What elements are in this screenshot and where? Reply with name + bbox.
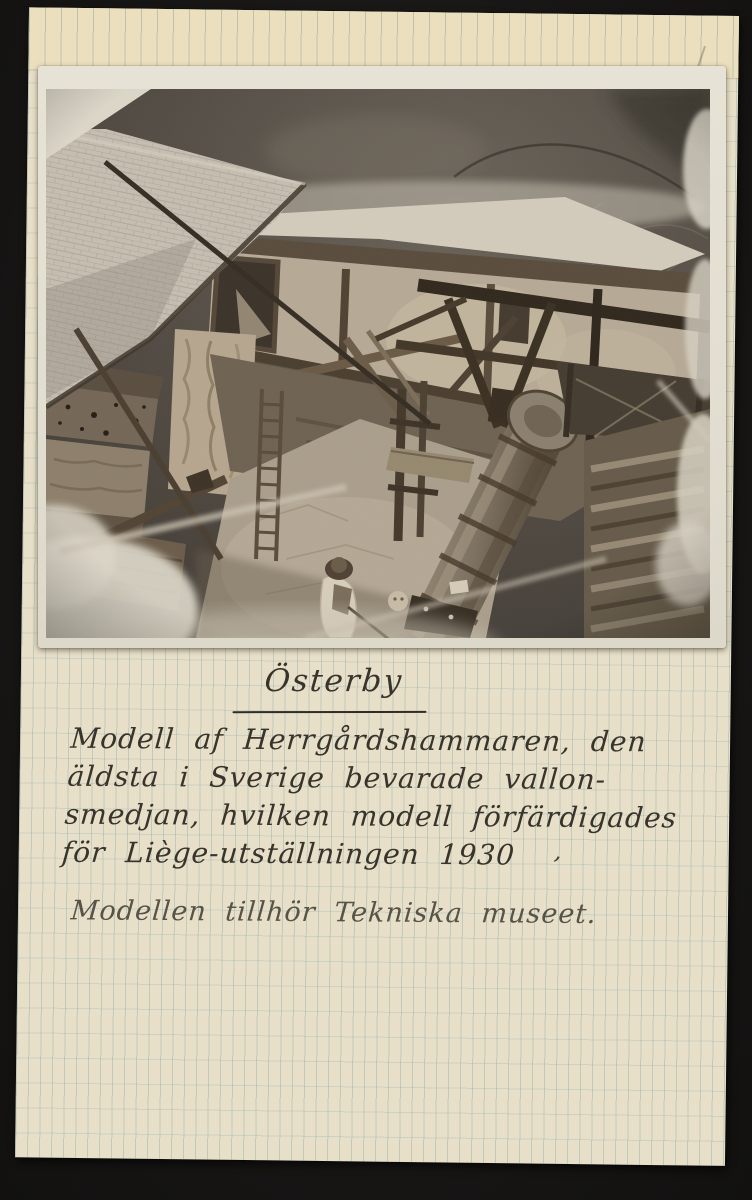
title-underline (232, 711, 426, 714)
vignette (46, 89, 710, 638)
ownership-note: Modellen tillhör Tekniska museet. (69, 895, 598, 931)
caption-line: Modell af Herrgårdshammaren, den (69, 721, 648, 759)
pencil-mark (697, 46, 706, 67)
photo-print (38, 66, 726, 648)
caption-line: för Liège-utställningen 1930 (60, 835, 517, 872)
caption-line: äldsta i Sverige bevarade vallon- (66, 759, 608, 797)
photograph (46, 89, 710, 638)
caption-line: smedjan, hvilken modell förfärdigades (63, 797, 679, 835)
stray-pen-mark: ʼ (547, 851, 562, 881)
caption-text (61, 720, 693, 876)
photo-title: Österby (263, 662, 405, 700)
